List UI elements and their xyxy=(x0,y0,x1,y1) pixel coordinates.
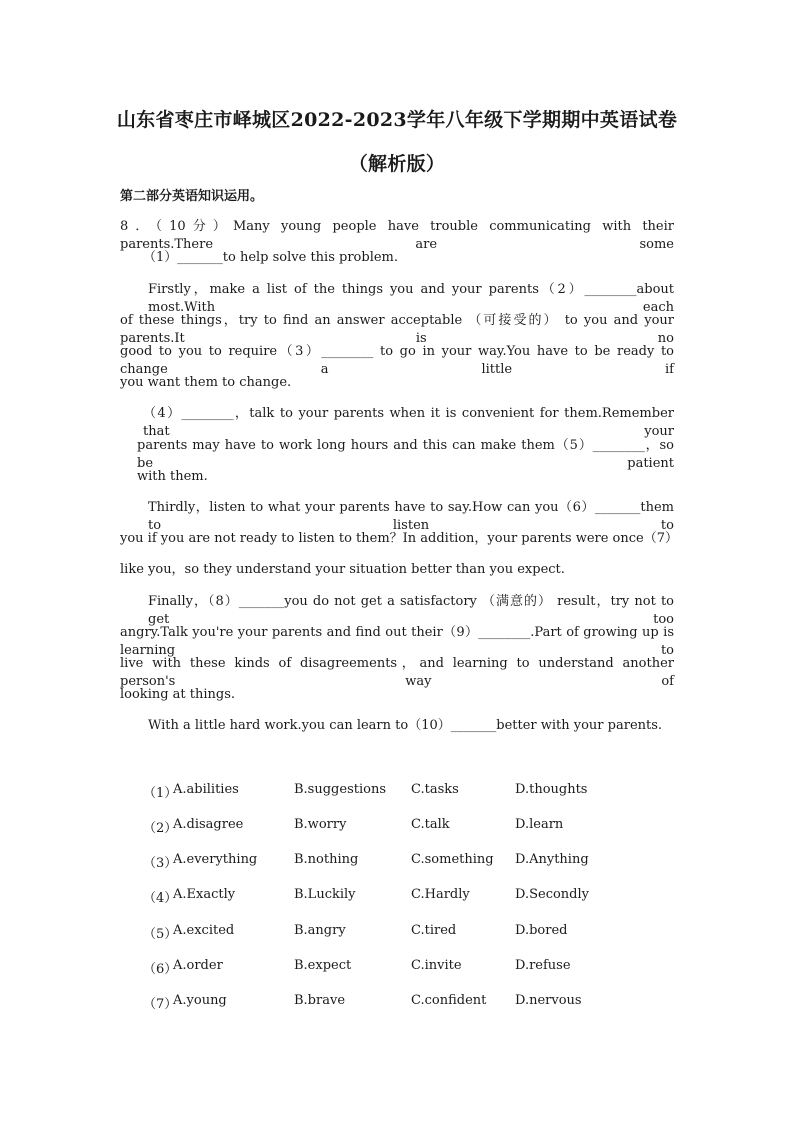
passage-line: 8．（10分）Many young people have trouble communicating with their parents.There are some xyxy=(120,219,674,252)
passage-line: Finally，（8）_______you do not get a satisfactory （满意的） result，try not to get too xyxy=(148,594,674,627)
option-number: （1） xyxy=(143,786,178,801)
passage-line: Thirdly，listen to what your parents have to say.How can you（6）_______them to listen to xyxy=(148,500,674,533)
option-number: （7） xyxy=(143,997,178,1012)
option-c: C.something xyxy=(411,852,494,867)
document-subtitle: （解析版） xyxy=(348,153,446,175)
option-a: A.excited xyxy=(173,923,235,938)
option-a: A.young xyxy=(173,993,227,1008)
option-d: D.learn xyxy=(515,817,564,832)
passage-line: you want them to change. xyxy=(120,375,292,390)
option-c: C.Hardly xyxy=(411,887,470,902)
document-title: 山东省枣庄市峄城区2022-2023学年八年级下学期期中英语试卷 xyxy=(116,109,678,131)
passage-line: （4）________，talk to your parents when it is convenient for them.Remember that your xyxy=(143,406,674,439)
option-b: B.brave xyxy=(294,993,346,1008)
passage-line: Firstly，make a list of the things you and your parents（2）________about most.With each xyxy=(148,282,674,315)
option-a: A.Exactly xyxy=(173,887,236,902)
passage-line: parents may have to work long hours and this can make them（5）________，so be patient xyxy=(137,438,674,471)
option-c: C.tired xyxy=(411,923,457,938)
option-b: B.expect xyxy=(294,958,352,973)
option-c: C.talk xyxy=(411,817,450,832)
option-b: B.Luckily xyxy=(294,887,356,902)
section-heading: 第二部分英语知识运用。 xyxy=(120,189,264,204)
option-number: （4） xyxy=(143,891,178,906)
passage-line: （1）_______to help solve this problem. xyxy=(143,250,399,265)
passage-line: looking at things. xyxy=(120,687,236,702)
option-d: D.thoughts xyxy=(515,782,588,797)
option-c: C.confident xyxy=(411,993,487,1008)
option-d: D.refuse xyxy=(515,958,571,973)
passage-line: With a little hard work.you can learn to（10）_______better with your parents. xyxy=(148,718,663,733)
passage-line: with them. xyxy=(137,469,208,484)
option-number: （5） xyxy=(143,927,178,942)
option-c: C.invite xyxy=(411,958,462,973)
option-b: B.suggestions xyxy=(294,782,386,797)
option-number: （3） xyxy=(143,856,178,871)
option-c: C.tasks xyxy=(411,782,459,797)
option-d: D.Secondly xyxy=(515,887,589,902)
option-a: A.everything xyxy=(173,852,258,867)
passage-line: good to you to require（3）________ to go in your way.You have to be ready to change a little if xyxy=(120,344,674,377)
option-number: （6） xyxy=(143,962,178,977)
passage-line: live with these kinds of disagreements，and learning to understand another person's way of xyxy=(120,656,674,689)
option-d: D.nervous xyxy=(515,993,582,1008)
option-number: （2） xyxy=(143,821,178,836)
option-a: A.abilities xyxy=(173,782,239,797)
option-d: D.bored xyxy=(515,923,568,938)
option-b: B.worry xyxy=(294,817,347,832)
passage-line: of these things，try to find an answer acceptable （可接受的） to you and your parents.It is no xyxy=(120,313,674,346)
option-d: D.Anything xyxy=(515,852,589,867)
option-a: A.disagree xyxy=(173,817,244,832)
passage-line: you if you are not ready to listen to them？In addition，your parents were once（7） xyxy=(120,531,678,546)
option-a: A.order xyxy=(173,958,223,973)
option-b: B.nothing xyxy=(294,852,359,867)
option-b: B.angry xyxy=(294,923,346,938)
passage-line: angry.Talk you're your parents and find out their（9）________.Part of growing up is learning to xyxy=(120,625,674,658)
passage-line: like you，so they understand your situation better than you expect. xyxy=(120,562,565,577)
